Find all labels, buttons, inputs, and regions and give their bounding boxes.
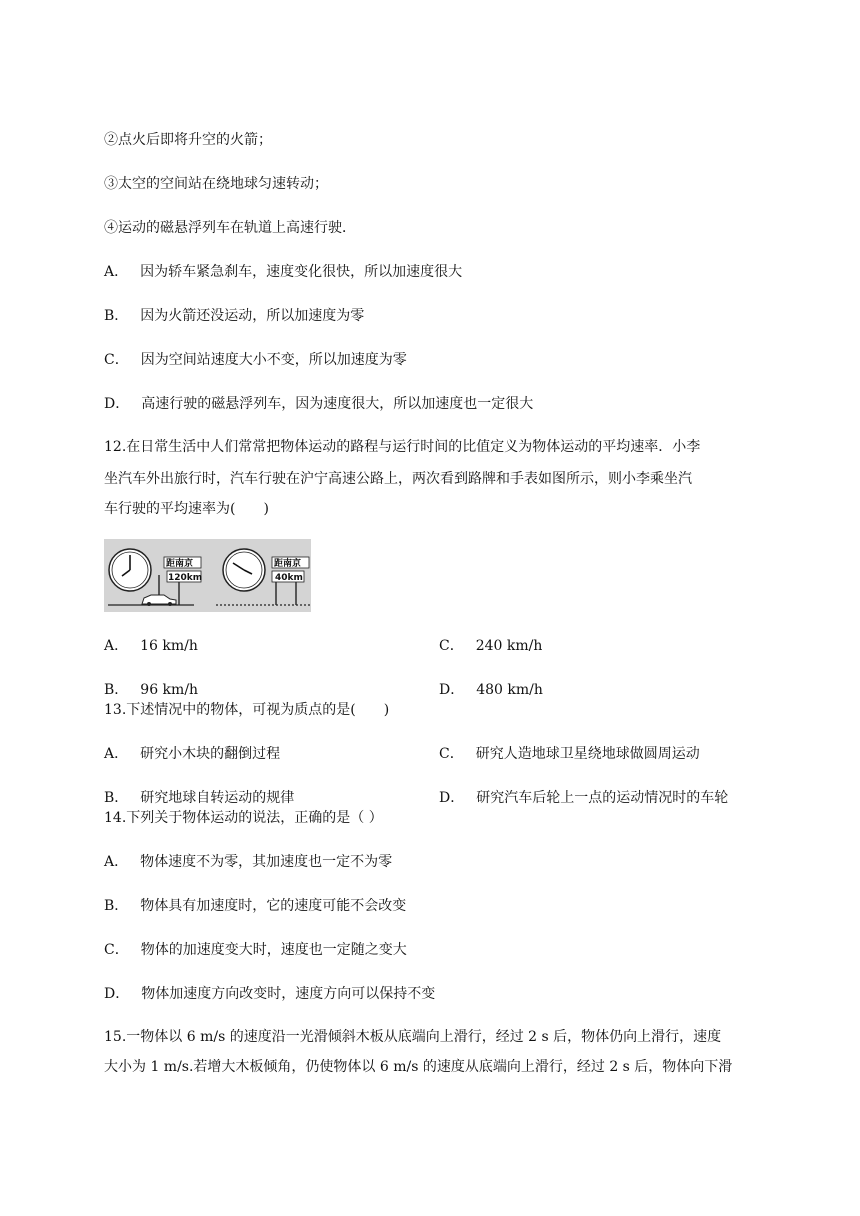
q11-option-d: D． 高速行驶的磁悬浮列车，因为速度很大，所以加速度也一定很大 bbox=[104, 396, 534, 412]
q14-option-c: C． 物体的加速度变大时，速度也一定随之变大 bbox=[104, 942, 407, 958]
q12-option-d: D． 480 km/h bbox=[439, 682, 543, 698]
q11-option-b: B． 因为火箭还没运动，所以加速度为零 bbox=[104, 308, 365, 324]
q12-stem-line1: 12.在日常生活中人们常常把物体运动的路程与运行时间的比值定义为物体运动的平均速率．小李 bbox=[104, 439, 701, 455]
sign1-value: 120km bbox=[168, 573, 203, 583]
clocks-and-signs-illustration bbox=[104, 539, 311, 612]
statement-4: ④运动的磁悬浮列车在轨道上高速行驶． bbox=[104, 220, 356, 236]
q12-figure bbox=[104, 539, 311, 612]
q14-option-d: D． 物体加速度方向改变时，速度方向可以保持不变 bbox=[104, 986, 436, 1002]
q12-option-a: A． 16 km/h bbox=[104, 638, 198, 654]
q12-stem-line2: 坐汽车外出旅行时，汽车行驶在沪宁高速公路上，两次看到路牌和手表如图所示，则小李乘坐汽 bbox=[104, 471, 692, 487]
sign2-label: 距南京 bbox=[274, 559, 302, 569]
statement-3: ③太空的空间站在绕地球匀速转动； bbox=[104, 176, 328, 192]
q11-option-a: A． 因为轿车紧急刹车，速度变化很快，所以加速度很大 bbox=[104, 264, 463, 280]
q12-option-c: C． 240 km/h bbox=[439, 638, 543, 654]
q13-option-c: C． 研究人造地球卫星绕地球做圆周运动 bbox=[439, 746, 700, 762]
sign2-value: 40km bbox=[275, 573, 303, 583]
q14-stem: 14.下列关于物体运动的说法，正确的是（ ） bbox=[104, 810, 383, 826]
q13-option-b: B． 研究地球自转运动的规律 bbox=[104, 790, 295, 806]
car-icon bbox=[142, 595, 176, 606]
q13-option-a: A． 研究小木块的翻倒过程 bbox=[104, 746, 281, 762]
q11-option-c: C． 因为空间站速度大小不变，所以加速度为零 bbox=[104, 352, 407, 368]
statement-2: ②点火后即将升空的火箭； bbox=[104, 132, 272, 148]
q15-stem-line2: 大小为 1 m/s.若增大木板倾角，仍使物体以 6 m/s 的速度从底端向上滑行，经过 2 s 后，物体向下滑 bbox=[104, 1059, 733, 1075]
q13-stem: 13.下述情况中的物体，可视为质点的是( ) bbox=[104, 702, 390, 718]
sign1-label: 距南京 bbox=[166, 559, 194, 569]
q12-stem-line3: 车行驶的平均速率为( ) bbox=[104, 501, 269, 517]
q12-option-b: B． 96 km/h bbox=[104, 682, 199, 698]
clock-icon bbox=[223, 549, 265, 591]
clock-icon bbox=[109, 549, 151, 591]
road-sign-2 bbox=[272, 557, 309, 605]
q14-option-a: A． 物体速度不为零，其加速度也一定不为零 bbox=[104, 854, 393, 870]
q13-option-d: D． 研究汽车后轮上一点的运动情况时的车轮 bbox=[439, 790, 729, 806]
q15-stem-line1: 15.一物体以 6 m/s 的速度沿一光滑倾斜木板从底端向上滑行，经过 2 s 后，物体仍向上滑行，速度 bbox=[104, 1029, 722, 1045]
q14-option-b: B． 物体具有加速度时，它的速度可能不会改变 bbox=[104, 898, 407, 914]
